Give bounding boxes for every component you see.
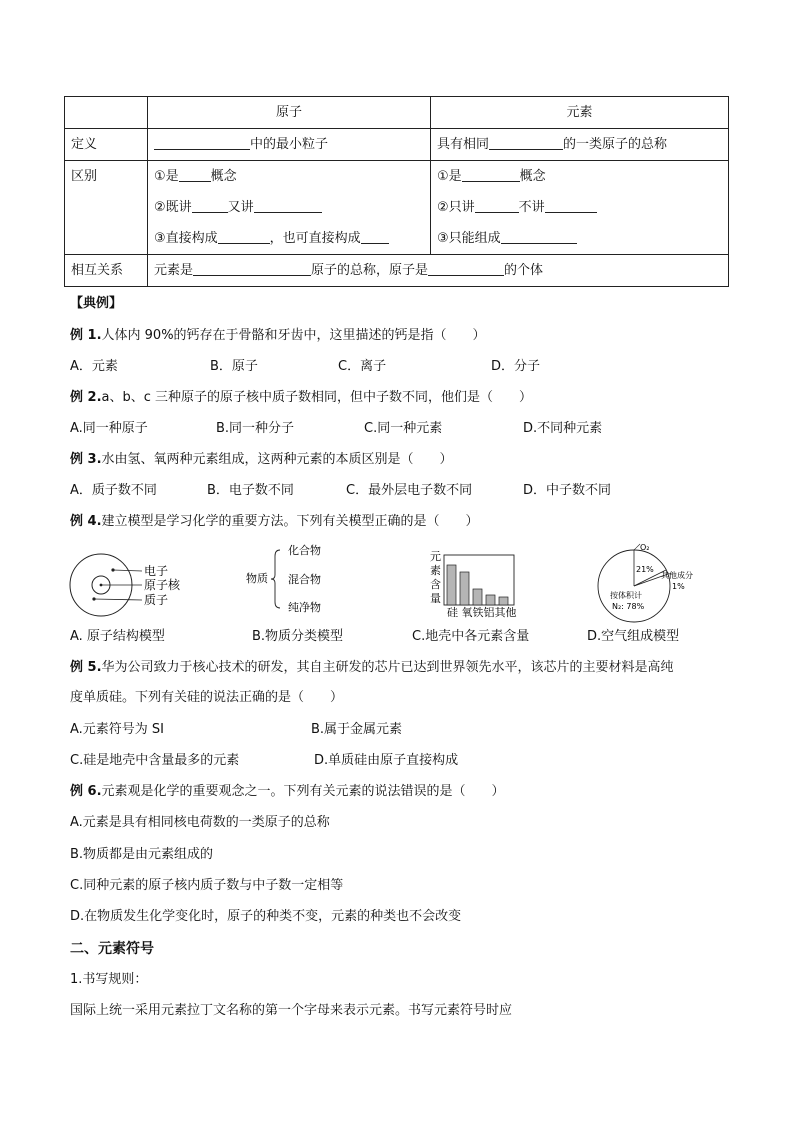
question-number: 例 2. [70, 390, 102, 405]
q3-option-b[interactable]: B．电子数不同 [207, 483, 294, 498]
question-stem: 人体内 90%的钙存在于骨骼和牙齿中，这里描述的钙是指（ ） [101, 328, 486, 343]
label-matter: 物质 [246, 572, 268, 585]
q2-option-a[interactable]: A.同一种原子 [70, 421, 148, 436]
q2-option-d[interactable]: D.不同种元素 [523, 421, 603, 436]
definition-atom-text: 中的最小粒子 [250, 137, 329, 152]
answer-blank[interactable] [193, 261, 311, 276]
rule-text: 国际上统一采用元素拉丁文名称的第一个字母来表示元素。书写元素符号时应 [70, 1003, 513, 1018]
element-diff-2a: ②只讲 [437, 200, 475, 215]
question-number: 例 3. [70, 452, 102, 467]
q3-option-d[interactable]: D．中子数不同 [523, 483, 612, 498]
atom-diff-2b: 又讲 [227, 200, 254, 215]
label-compound: 化合物 [288, 544, 321, 557]
label-nucleus: 原子核 [144, 578, 181, 592]
answer-blank[interactable] [192, 198, 228, 213]
q5-option-d[interactable]: D.单质硅由原子直接构成 [314, 753, 459, 768]
ylabel-char: 素 [430, 564, 441, 577]
q4-option-a[interactable]: A. 原子结构模型 [70, 629, 165, 644]
label-21-percent: 21% [636, 565, 654, 574]
question-5-cont: 度单质硅。下列有关硅的说法正确的是（ ） [70, 690, 344, 705]
question-stem: a、b、c 三种原子的原子核中质子数相同，但中子数不同，他们是（ ） [101, 390, 533, 405]
bar-铝 [486, 595, 495, 605]
air-composition-figure [596, 542, 706, 624]
atom-diff-3a: ③直接构成 [154, 231, 218, 246]
proton-pointer [94, 599, 142, 600]
table-header-empty [65, 97, 148, 129]
answer-blank[interactable] [489, 135, 563, 150]
q3-option-c[interactable]: C．最外层电子数不同 [346, 483, 473, 498]
q2-option-b[interactable]: B.同一种分子 [216, 421, 295, 436]
label-mixture: 混合物 [288, 573, 321, 586]
question-1 [70, 326, 486, 346]
label-electron: 电子 [144, 564, 169, 578]
q1-option-a[interactable]: A．元素 [70, 359, 118, 374]
row-label-relation: 相互关系 [65, 255, 148, 287]
rule-title: 1.书写规则： [70, 972, 148, 987]
row-label-definition: 定义 [65, 129, 148, 161]
bar-其他 [499, 597, 508, 605]
label-by-volume: 按体积计 [610, 591, 642, 600]
relation-part-2: 原子的总称，原子是 [311, 263, 429, 278]
answer-blank[interactable] [428, 261, 504, 276]
question-number: 例 5. [70, 660, 102, 675]
atom-diff-3b: ，也可直接构成 [269, 231, 361, 246]
label-other: 其他成分 [661, 571, 693, 580]
atom-diff-1a: ①是 [154, 169, 179, 184]
row-label-difference: 区别 [65, 161, 148, 255]
table-header-row [65, 97, 729, 129]
relation-part-1: 元素是 [154, 263, 194, 278]
answer-blank[interactable] [218, 229, 270, 244]
question-stem: 水由氢、氧两种元素组成，这两种元素的本质区别是（ ） [101, 452, 453, 467]
answer-blank[interactable] [462, 167, 520, 182]
section-example-heading: 【典例】 [70, 296, 123, 311]
classification-brace [271, 550, 280, 608]
ylabel-char: 元 [430, 550, 441, 563]
q1-option-b[interactable]: B．原子 [210, 359, 258, 374]
answer-blank[interactable] [254, 198, 322, 213]
definition-element-suffix: 的一类原子的总称 [563, 137, 668, 152]
table-row-relation [65, 255, 729, 287]
matter-classification-figure [244, 542, 364, 618]
atom-diff-1b: 概念 [210, 169, 237, 184]
label-proton: 质子 [144, 593, 169, 607]
answer-blank[interactable] [179, 167, 211, 182]
question-stem: 建立模型是学习化学的重要方法。下列有关模型正确的是（ ） [101, 514, 479, 529]
relation-part-3: 的个体 [504, 263, 544, 278]
question-stem: 元素观是化学的重要观念之一。下列有关元素的说法错误的是（ ） [101, 784, 505, 799]
q6-option-d[interactable]: D.在物质发生化学变化时，原子的种类不变，元素的种类也不会改变 [70, 909, 462, 924]
label-o2: O₂ [640, 543, 650, 552]
q6-option-c[interactable]: C.同种元素的原子核内质子数与中子数一定相等 [70, 878, 344, 893]
question-stem: 华为公司致力于核心技术的研发，其自主研发的芯片已达到世界领先水平，该芯片的主要材料是高纯 [101, 660, 674, 675]
element-diff-1a: ①是 [437, 169, 462, 184]
ylabel-char: 量 [430, 592, 441, 605]
q6-option-b[interactable]: B.物质都是由元素组成的 [70, 847, 214, 862]
question-6 [70, 782, 505, 802]
q5-option-b[interactable]: B.属于金属元素 [311, 722, 403, 737]
table-header-element: 元素 [431, 97, 729, 129]
crust-element-chart [428, 548, 528, 620]
electron-pointer [113, 570, 142, 571]
answer-blank[interactable] [501, 229, 577, 244]
difference-atom-cell [148, 161, 431, 255]
q3-option-a[interactable]: A．质子数不同 [70, 483, 157, 498]
table-row-definition [65, 129, 729, 161]
bar-铁 [473, 589, 482, 605]
q2-option-c[interactable]: C.同一种元素 [364, 421, 443, 436]
relation-cell [148, 255, 729, 287]
label-pure-substance: 纯净物 [288, 601, 321, 614]
q4-option-c[interactable]: C.地壳中各元素含量 [412, 629, 530, 644]
definition-atom-cell [148, 129, 431, 161]
answer-blank[interactable] [154, 135, 250, 150]
definition-element-cell [431, 129, 729, 161]
answer-blank[interactable] [545, 198, 597, 213]
answer-blank[interactable] [475, 198, 519, 213]
label-1-percent: 1% [672, 582, 685, 591]
question-number: 例 6. [70, 784, 102, 799]
q1-option-c[interactable]: C．离子 [338, 359, 387, 374]
q1-option-d[interactable]: D．分子 [491, 359, 541, 374]
label-n2: N₂: 78% [612, 602, 645, 611]
chart-xlabel: 硅 氧铁铝其他 [447, 606, 517, 619]
answer-blank[interactable] [361, 229, 389, 244]
bar-氧 [460, 572, 469, 605]
element-diff-2b: 不讲 [518, 200, 545, 215]
question-number: 例 1. [70, 328, 102, 343]
question-5 [70, 658, 674, 678]
q4-option-d[interactable]: D.空气组成模型 [587, 629, 680, 644]
q5-option-a[interactable]: A.元素符号为 SI [70, 722, 165, 737]
q6-option-a[interactable]: A.元素是具有相同核电荷数的一类原子的总称 [70, 815, 330, 830]
difference-element-cell [431, 161, 729, 255]
atom-structure-figure [66, 550, 196, 620]
table-header-atom: 原子 [148, 97, 431, 129]
q4-option-b[interactable]: B.物质分类模型 [252, 629, 344, 644]
chart-bars [447, 565, 508, 605]
question-3 [70, 450, 453, 470]
question-number: 例 4. [70, 514, 102, 529]
question-4 [70, 512, 479, 532]
ylabel-char: 含 [430, 578, 441, 591]
section-element-symbol-heading: 二、元素符号 [70, 941, 154, 957]
definition-element-prefix: 具有相同 [437, 137, 490, 152]
table-row-difference [65, 161, 729, 255]
atom-element-comparison-table [64, 96, 729, 287]
element-diff-3a: ③只能组成 [437, 231, 501, 246]
atom-diff-2a: ②既讲 [154, 200, 192, 215]
element-diff-1b: 概念 [519, 169, 546, 184]
q5-option-c[interactable]: C.硅是地壳中含量最多的元素 [70, 753, 240, 768]
bar-硅 [447, 565, 456, 605]
question-2 [70, 388, 532, 408]
